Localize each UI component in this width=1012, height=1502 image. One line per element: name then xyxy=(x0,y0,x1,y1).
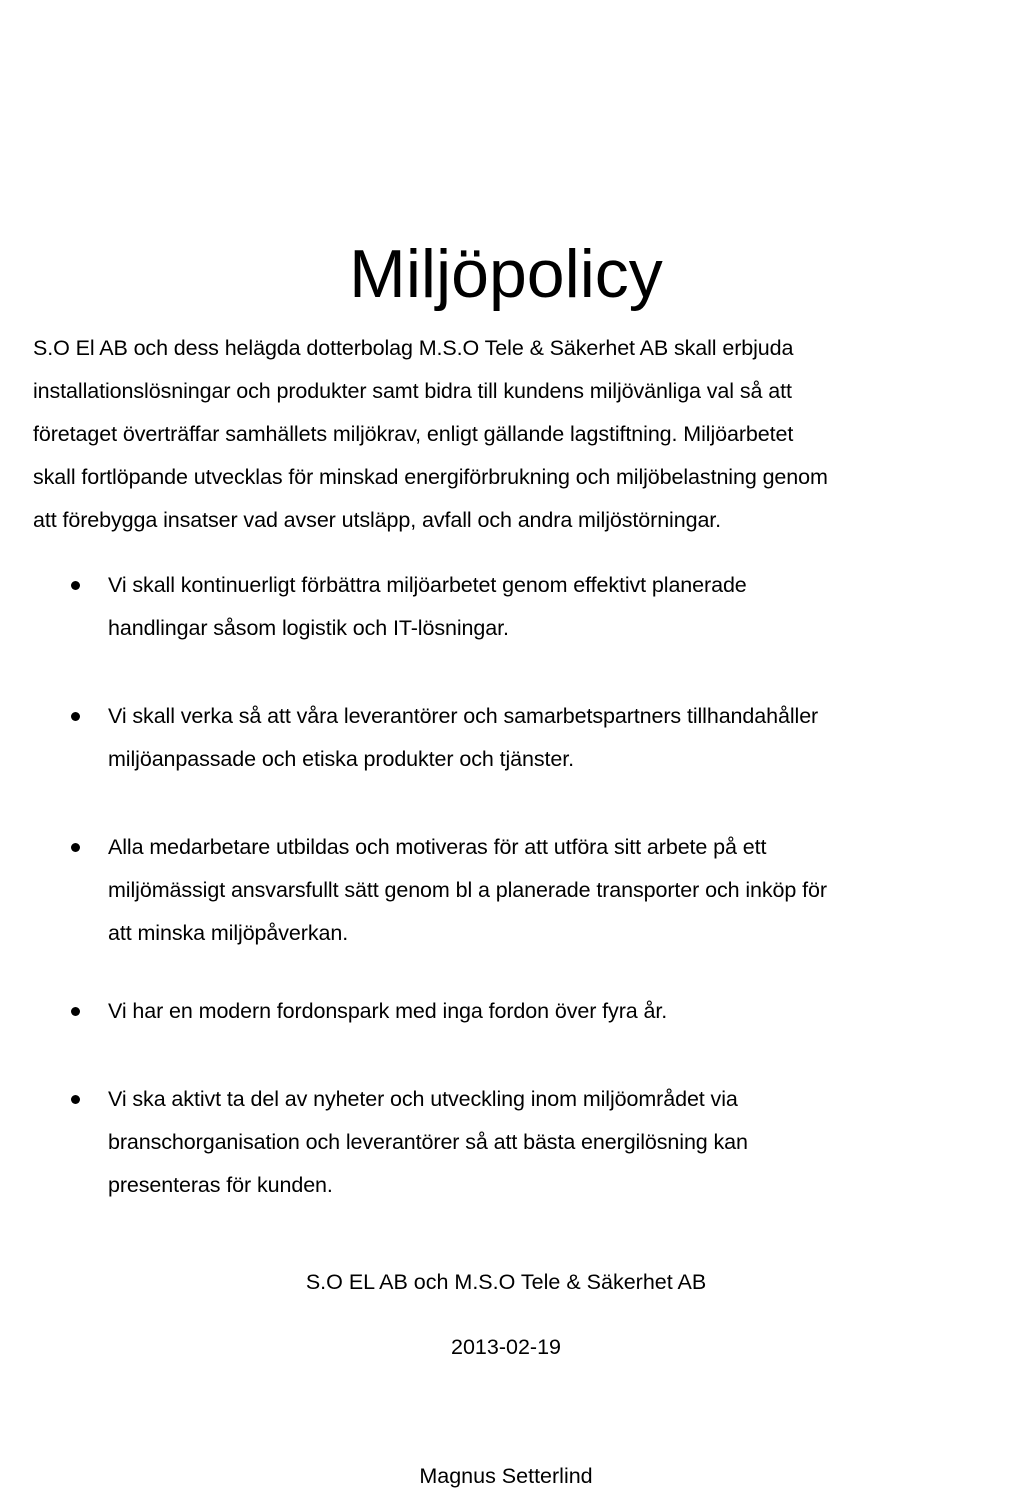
bullet-text xyxy=(108,564,988,650)
signature-name: Magnus Setterlind xyxy=(419,1464,593,1488)
bullet-line: att minska miljöpåverkan. xyxy=(108,921,349,945)
bullet-line: Vi ska aktivt ta del av nyheter och utveckling inom miljöområdet via xyxy=(108,1087,738,1111)
bullet-text xyxy=(108,1078,988,1207)
bullet-line: miljöanpassade och etiska produkter och tjänster. xyxy=(108,747,574,771)
bullet-line: Vi skall kontinuerligt förbättra miljöarbetet genom effektivt planerade xyxy=(108,573,747,597)
intro-line: installationslösningar och produkter samt bidra till kundens miljövänliga val så att xyxy=(33,379,792,403)
intro-line: skall fortlöpande utvecklas för minskad energiförbrukning och miljöbelastning genom xyxy=(33,465,828,489)
bullet-text xyxy=(108,695,988,781)
intro-paragraph xyxy=(33,327,983,542)
signature-date: 2013-02-19 xyxy=(451,1335,561,1359)
bullet-icon xyxy=(71,1095,80,1104)
bullet-line: Vi har en modern fordonspark med inga fordon över fyra år. xyxy=(108,999,668,1023)
bullet-line: miljömässigt ansvarsfullt sätt genom bl a planerade transporter och inköp för xyxy=(108,878,827,902)
intro-line: företaget överträffar samhällets miljökrav, enligt gällande lagstiftning. Miljöarbetet xyxy=(33,422,794,446)
signature-companies: S.O EL AB och M.S.O Tele & Säkerhet AB xyxy=(305,1270,707,1294)
bullet-line: handlingar såsom logistik och IT-lösningar. xyxy=(108,616,509,640)
bullet-line: presenteras för kunden. xyxy=(108,1173,333,1197)
bullet-text xyxy=(108,990,988,1033)
intro-line: S.O El AB och dess helägda dotterbolag M.S.O Tele & Säkerhet AB skall erbjuda xyxy=(33,336,794,360)
bullet-icon xyxy=(71,581,80,590)
bullet-line: Vi skall verka så att våra leverantörer och samarbetspartners tillhandahåller xyxy=(108,704,819,728)
bullet-text xyxy=(108,826,988,955)
page-title: Miljöpolicy xyxy=(349,235,663,312)
bullet-icon xyxy=(71,712,80,721)
intro-line: att förebygga insatser vad avser utsläpp, avfall och andra miljöstörningar. xyxy=(33,508,722,532)
bullet-icon xyxy=(71,843,80,852)
bullet-line: Alla medarbetare utbildas och motiveras för att utföra sitt arbete på ett xyxy=(108,835,767,859)
bullet-icon xyxy=(71,1007,80,1016)
bullet-line: branschorganisation och leverantörer så att bästa energilösning kan xyxy=(108,1130,748,1154)
